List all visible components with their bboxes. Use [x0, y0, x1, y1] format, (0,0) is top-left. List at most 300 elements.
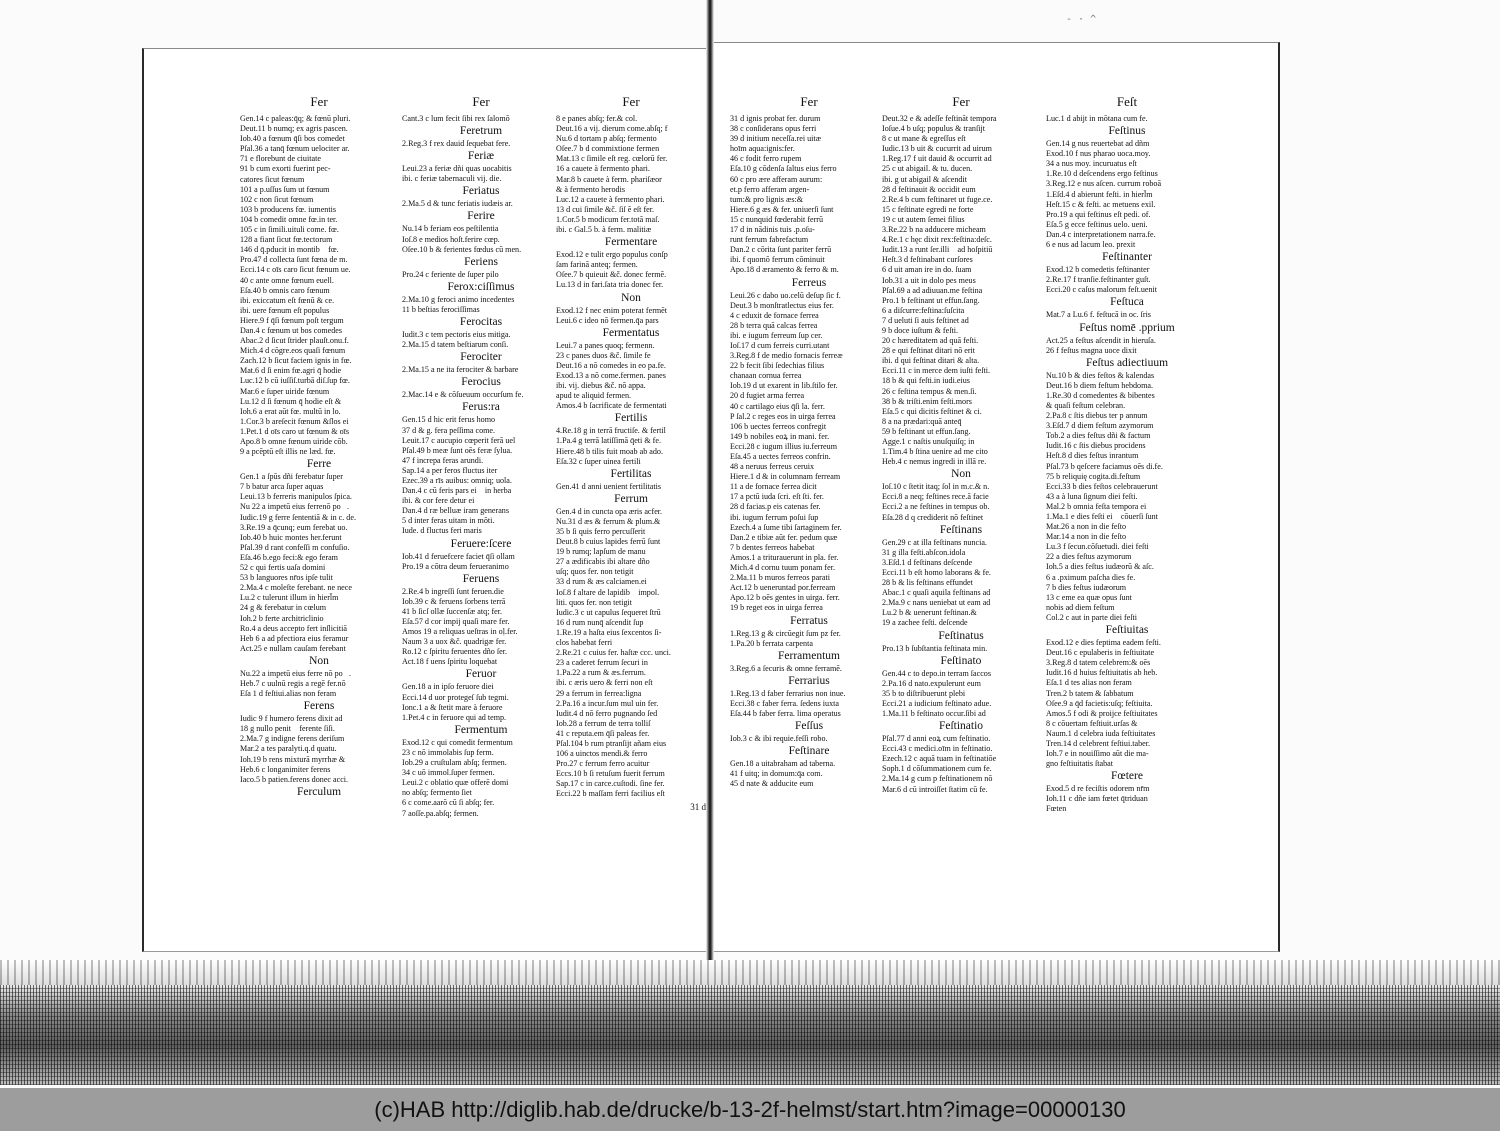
index-entry: & quaſi feſtum celebran.	[1046, 400, 1126, 410]
index-entry: Ecci.14 c oīs caro ſicut fœnum ue.	[240, 265, 351, 275]
index-entry: Ioh.19 b rens mixturā myrrhæ &	[240, 754, 346, 764]
index-entry: Ecci.43 c medici.oīm in feſtinatio.	[882, 744, 993, 754]
index-entry: Deut.11 b numq; ex agris pascen.	[240, 124, 348, 134]
index-entry: 8 c ut mane & egreſſus eſt	[882, 134, 966, 144]
index-entry: runt ferrum fabrefactum	[730, 235, 809, 245]
footer-caption: (c)HAB http://diglib.hab.de/drucke/b-13-2f-helmst/start.htm?image=00000130	[374, 1096, 1126, 1122]
index-headword: Feſſus	[794, 720, 824, 733]
index-entry: Gen.14 g nus reuertebat ad dñm	[1046, 139, 1150, 149]
index-entry: Exod.13 a nō come.fermen. panes	[556, 370, 666, 380]
index-entry: 6 c come.aarō cū ſi abſq; fer.	[402, 798, 495, 808]
index-entry: Iudic.19 g ferre ſententiā & in c. de.	[240, 512, 356, 522]
index-headword: Ferculum	[296, 785, 342, 798]
index-entry: 31 d ignis probat fer. durum	[730, 114, 821, 123]
index-entry: 9 a pcēptū eſt illis ne læd. fœ.	[240, 447, 336, 457]
index-headword: Feruens	[462, 572, 500, 585]
index-entry: 46 c fodit ferro rupem	[730, 154, 802, 164]
index-entry: 37 d & g. fera peſſima come.	[402, 425, 496, 435]
index-entry: 3.Reg.6 a ſecuris & omne ferramē.	[730, 663, 842, 673]
index-entry: 6 d uit aman ire in do. ſuam	[882, 265, 972, 275]
index-entry: Ezech.4 a ſume tibi ſartaginem fer.	[730, 522, 842, 532]
index-entry: Dan.4 c cū feris pars ei᷒ in herba	[402, 486, 512, 496]
index-entry: uſq; quos fer. non tetigit	[556, 567, 634, 577]
index-entry: 75 b reliquię cogita.di.feſtum	[1046, 471, 1141, 481]
index-entry: Iob.19 d ut exarent in lib.ſtilo fer.	[730, 381, 838, 391]
index-entry: Hiere.48 b tilis fuit moab ab ado.	[556, 446, 663, 456]
index-entry: 17 d in nādinis tuis .p.oſu-	[730, 225, 815, 235]
index-entry: 5 d inter feras uitam in mōti.	[402, 516, 495, 526]
index-entry: Mat.6 d ſi enim fœ.agri q̄ hodie	[240, 366, 342, 376]
index-entry: 43 a à luna ſignum diei feſti.	[1046, 491, 1138, 501]
index-entry: Soph.1 d cōſummationem cum fe.	[882, 764, 992, 774]
index-entry: P ſal.2 c reges eos in uirga ferrea	[730, 411, 836, 421]
index-entry: Amos.5 f odi & proijce feſtiuitates	[1046, 708, 1158, 718]
index-entry: 2.Mac.14 e & cōſueuum occurſum fe.	[402, 390, 524, 400]
index-entry: Gen.18 a in ipſo feruore diei	[402, 682, 494, 692]
index-entry: 3.Reg.8 d tatem celebrem:& oēs	[1046, 658, 1151, 668]
index-entry: Tren.14 d celebrent feſtiui.taber.	[1046, 738, 1150, 748]
index-entry: Tob.2 a dies feſtus dñi & factum	[1046, 431, 1151, 441]
index-entry: Nu 22 a impetū eius ferrenō po᷒.	[240, 502, 350, 512]
index-entry: Lu.13 d in fari.ſata tria donec fer.	[556, 280, 664, 290]
index-entry: Dan.2 e tibiæ aūt fer. pedum quæ	[730, 532, 838, 542]
index-entry: Amos.1 a triturauerunt in pla. fer.	[730, 552, 839, 562]
index-entry: Mar.8 b cauete à ferm. phariſæor	[556, 174, 662, 184]
index-entry: 41 c reputa.em q̄ſi paleas fer.	[556, 728, 650, 738]
index-entry: apud te aliquid fermen.	[556, 391, 632, 401]
index-headword: Feriatus	[462, 185, 500, 198]
index-entry: Dan.4 c fœnum ut bos comedes	[240, 325, 343, 335]
index-entry: Leui.2 c oblatio quæ offerē domi	[402, 778, 509, 788]
index-entry: 23 c panes duos &č. ſimile fe	[556, 350, 651, 360]
index-entry: 149 b nobiles eoꝝ in mani. fer.	[730, 431, 830, 441]
index-entry: ibi. vij. diebus &č. nō appa.	[556, 381, 646, 391]
column-running-head: Fer	[622, 94, 640, 109]
index-entry: Iudit.4 d nō ferro pugnando ſed	[556, 708, 658, 718]
index-headword: Feſtinatus	[938, 629, 984, 642]
index-entry: 146 d q̄.pducit in montib᷒ fœ.	[240, 245, 339, 255]
index-entry: Heſt.8 d dies feſtus inrantum	[1046, 451, 1139, 461]
index-entry: liti. quos fer. non tetigit	[556, 597, 632, 607]
index-entry: 7 b batur arca ſuper aquas	[240, 482, 324, 492]
index-entry: Eſa.57 d cor impij quaſi mare fer.	[402, 617, 510, 626]
index-entry: 8 c cōuertam feſtiuit.urſas &	[1046, 718, 1138, 728]
index-headword: Fermentare	[604, 236, 658, 249]
index-entry: 11 a de fornace ferrea dicit	[730, 482, 817, 492]
index-headword: Ferire	[467, 210, 495, 223]
index-entry: 41 f uitq; in domum:q̄a com.	[730, 769, 823, 779]
index-headword: Ferens	[303, 700, 335, 713]
index-entry: Mal.2 b omnia feſta tempora ei᷒	[1046, 501, 1153, 511]
index-entry: 23 a caderet ferrum ſecuri in	[556, 658, 648, 668]
index-entry: Mar.14 a non in die feſto	[1046, 532, 1127, 542]
index-entry: Naum.1 d celebra iuda feſtiuitates	[1046, 728, 1156, 738]
index-entry: 1.Re.30 d comedentes & bibentes	[1046, 390, 1155, 400]
index-entry: Ioh.5 a dies feſtus iudæorū & aſc.	[1046, 562, 1154, 572]
index-entry: Luc.1 d abijt in mōtana cum fe.	[1046, 114, 1148, 123]
index-entry: 2.Ma.9 c nans ueniebat ut eam ad	[882, 598, 991, 608]
index-entry: Lu.3 f ſecun.cōſuetudi. diei feſti	[1046, 542, 1149, 552]
index-entry: Lu.12 d ſi fœnum q̄ hodie eſt &	[240, 396, 342, 406]
index-entry: Gen.14 c paleas:q̄q; & fœnū pluri.	[240, 114, 351, 123]
index-entry: Ecci.38 c faber ferra. ſedens iuxta	[730, 698, 839, 708]
index-entry: Iude. d fluctus feri maris	[402, 526, 482, 536]
index-entry: Oſee.7 b d commixtione fermen	[556, 144, 660, 154]
index-entry: 2.Pa.16 d nato.expulerunt eum	[882, 678, 981, 688]
index-headword: Fermentatus	[602, 326, 660, 339]
index-entry: 41 b ſicſ ollæ ſuccenſæ atq; fer.	[402, 606, 503, 616]
index-entry: Ioſ.8 e medios hoſt.ferire cœp.	[402, 234, 500, 244]
index-entry: Exod.12 e dies feptima eadem feſti.	[1046, 638, 1161, 648]
index-entry: ibi. e iugum ferreum ſup cer.	[730, 330, 823, 340]
index-entry: ibi. uere fœnum eſt populus	[240, 305, 330, 315]
index-entry: 2.Pa.16 a incur.ſum mul uin fer.	[556, 698, 659, 708]
index-entry: Ecci.11 c in merce dem iuſti feſti.	[882, 366, 991, 376]
index-entry: 1.Cor.3 b areſecit fœnum &ſlos ei᷒	[240, 416, 355, 426]
index-entry: Ecci.21 a iudicium feſtinato adue.	[882, 698, 992, 708]
index-entry: Ioſ.8 f altare de lapidib᷒ impol.	[556, 587, 660, 597]
index-entry: Zach.12 b ſicut faciem ignis in fœ.	[240, 356, 352, 366]
index-entry: Abac.1 c quaſi aquila feſtinans ad	[882, 588, 991, 598]
index-headword: Feretrum	[459, 125, 503, 138]
index-entry: 38 b & triſti.enim feſti.mors	[882, 396, 972, 406]
column-running-head: Fer	[952, 94, 970, 109]
index-entry: Oſee.7 b quieuit &č. donec fermē.	[556, 270, 667, 280]
index-entry: ibi. iugum ferrum poſui ſup	[730, 512, 819, 522]
index-headword: Non	[951, 468, 971, 481]
index-entry: 20 c hæreditatem ad quā feſti.	[882, 336, 979, 346]
index-entry: Fœten	[1046, 804, 1067, 814]
index-entry: Heſt.15 c & feſti. ac metuens exil.	[1046, 199, 1156, 209]
index-entry: Gen.44 c to depo.in terram ſaccos	[882, 668, 992, 678]
index-entry: Luc.12 a cauete à fermento phari.	[556, 194, 665, 204]
index-entry: Iudit.16 c ſtis diebus procidens	[1046, 441, 1146, 451]
index-entry: Pſal.77 d anni eoꝝ cum feſtinatio.	[882, 734, 991, 744]
index-entry: Iob.40 b huic montes her.ferunt	[240, 532, 342, 542]
index-entry: Gen.15 d hic erit ferus homo	[402, 415, 496, 425]
index-entry: 13 d cui ſimile &č. ſiſ ẽ eſt fer.	[556, 204, 654, 214]
index-entry: 1.Pet.1 d oīs caro ut fœnum & oīs	[240, 426, 350, 436]
column-running-head: Fer	[800, 94, 818, 109]
index-entry: 1.Cor.5 b modicum fer.totā maſ.	[556, 214, 660, 224]
index-entry: 2.Ma.4 c moleſte ferebant. ne nece	[240, 583, 352, 593]
index-entry: Eſa.44 b faber ferra. lima operatus	[730, 708, 841, 718]
index-entry: 18 g nullo penit᷒ ferente ſiſi.	[240, 724, 335, 734]
index-entry: Mar.6 d cū introiſſet ſtatim cū fe.	[882, 784, 988, 794]
index-entry: Deut.16 a vij. dierum come.abſq; f	[556, 124, 668, 134]
index-entry: Pſal.104 b rum ptranſijt añam eius	[556, 738, 667, 748]
index-entry: 102 c non ſicut fœnum	[240, 194, 314, 204]
index-entry: Heb.7 c uulnū regis a regē fer.nō	[240, 678, 346, 688]
index-entry: 2.Pa.8 c ſtis diebus ter p annum	[1046, 411, 1148, 421]
index-entry: Eſa.40 b omnis caro fœnum	[240, 285, 330, 295]
index-entry: Abac.2 d ſicut ſtrider plauſt.onu.f.	[240, 336, 349, 346]
index-entry: Exod.5 d re feciſtis odorem nr̄m	[1046, 784, 1150, 794]
index-entry: 1.Pa.4 g terrā latiſſimā q̄eti & fe.	[556, 436, 661, 446]
index-entry: Nu.22 a impetū eius ferre nō po᷒.	[240, 668, 352, 678]
index-entry: Ioſ.10 c ſtetit itaq; ſol in m.c.& n.	[882, 482, 990, 492]
index-entry: Leui.26 c dabo uo.celū deſup ſic f.	[730, 290, 841, 300]
index-entry: 2.Re.4 b ingreſſi ſunt feruen.die	[402, 586, 504, 596]
index-entry: Exod.12 b comedetis feſtinanter	[1046, 265, 1150, 275]
index-entry: 2.Ma.10 g feroci animo incedentes	[402, 294, 515, 304]
index-headword: Fertilitas	[610, 467, 652, 480]
index-entry: 1.Reg.13 d faber ferrarius non inue.	[730, 688, 846, 698]
index-headword: Ferocius	[461, 376, 501, 389]
index-entry: hoīm aqua:ignis:fer.	[730, 144, 795, 154]
index-headword: Ferrum	[614, 492, 648, 505]
index-entry: 24 g & ferebatur in cœlum	[240, 603, 327, 613]
index-entry: Exod.12 c qui comedit fermentum	[402, 737, 513, 747]
index-entry: Oſee.10 b & ferientes fœdus cū men.	[402, 244, 522, 254]
index-entry: 3.Re.19 a q̄cunq; eum ferebat uo.	[240, 522, 348, 532]
index-entry: Amos 19 a reliquas ueſtras in oḷ.fer.	[402, 627, 518, 637]
index-entry: ibi. g ut abigail & aſcendit	[882, 174, 967, 184]
index-entry: Nu.14 b feriam eos peſtilentia	[402, 224, 499, 234]
index-entry: Lu.2 c tulerunt illum in hierl̄m	[240, 593, 339, 603]
book-gutter	[706, 0, 714, 960]
index-entry: 2.Ma.14 g cum p feſtinationem nō	[882, 774, 993, 784]
index-entry: Deut.8 b cuius lapides ferrū ſunt	[556, 537, 661, 547]
index-entry: 1.Re.19 a haſta eius ſexcentos ſi-	[556, 627, 662, 637]
index-entry: Col.2 c aut in parte diei feſti	[1046, 612, 1138, 622]
index-entry: Nu.31 d æs & ferrum & plum.&	[556, 516, 661, 526]
index-entry: Exod.12 f nec enim poterat fermēt	[556, 305, 668, 315]
index-entry: 1.Pet.4 c in feruore qui ad temp.	[402, 712, 507, 722]
index-entry: ibi. & cor fere detur ei	[402, 496, 475, 506]
index-entry: 18 b & qui feſti.in iudi.eius	[882, 376, 970, 386]
index-headword: Feruor	[465, 668, 497, 681]
index-headword: Feſtuca	[1110, 296, 1144, 309]
index-entry: Iudic.13 b uit & cucurrit ad uirum	[882, 144, 992, 154]
index-entry: Pro.19 a qui feſtinus eſt pedi. of.	[1046, 209, 1151, 219]
index-entry: Hiere.6 g æs & fer. uniuerſi ſunt	[730, 204, 834, 214]
index-entry: 40 c ante omne fœnum euell.	[240, 275, 334, 285]
index-entry: 9 b doce iuſtum & feſti.	[882, 325, 958, 335]
index-entry: 25 c ut abigail. & tu. ducen.	[882, 164, 973, 174]
index-headword: Feruere:ſcere	[450, 537, 512, 550]
index-entry: Gen.18 a uitabraham ad taberna.	[730, 759, 836, 769]
index-headword: Feſtiuitas	[1105, 624, 1149, 637]
column-running-head: Fer	[472, 94, 490, 109]
index-headword: Ferox:ciſſimus	[447, 280, 515, 293]
index-entry: 3.Re.22 b na adducere micheam	[882, 225, 986, 235]
index-entry: Hiere.9 f q̄ſi fœnum poſt tergum	[240, 315, 344, 325]
index-entry: Ioh.7 e in nouiſſimo aūt die ma-	[1046, 749, 1149, 759]
index-entry: 34 c uō immol.ſuper fermen.	[402, 768, 495, 778]
index-entry: no abſq; fermento ſiet	[402, 788, 472, 798]
index-entry: 47 f increpa feras arundi.	[402, 455, 484, 465]
index-entry: 2.Ma.11 b muros ferreos parati	[730, 573, 830, 583]
index-entry: Act.25 e nullam cauſam ferebant	[240, 643, 346, 653]
index-entry: Iudic 9 f humero ferens dixit ad	[240, 714, 343, 724]
column-running-head: Fer	[310, 94, 328, 109]
index-entry: Act.12 b ueneruntad por.ferream	[730, 583, 836, 593]
index-entry: 4.Re.18 g in terrā fructiſe. & fertil	[556, 426, 666, 436]
index-entry: 45 d nate & adducite eum	[730, 779, 814, 789]
index-entry: 1.Pa.22 a rum & æs.ferrum.	[556, 668, 646, 678]
index-entry: 28 b & lis feſtinans effundet	[882, 578, 973, 588]
index-entry: Ecci.2 a ne feſtines in tempus ob.	[882, 502, 990, 512]
index-entry: Pſal.69 a ad adiuuan.me feſtina	[882, 285, 983, 295]
index-entry: ibi. d qui feſtinat ditari & alta.	[882, 356, 980, 366]
index-column-1	[240, 94, 398, 800]
index-entry: 19 a zachee feſti. deſcende	[882, 618, 968, 628]
index-entry: 71 e florebunt de ciuitate	[240, 154, 321, 164]
index-column-4	[730, 94, 888, 789]
index-entry: 60 c pro ære afferam aurum:	[730, 174, 823, 184]
index-entry: & à fermento herodis	[556, 184, 625, 194]
index-entry: Iob.31 a uit in dolo pes meus	[882, 275, 976, 285]
index-entry: 31 g illa feſti.abſcon.idola	[882, 547, 966, 557]
index-entry: Deut.16 b diem feſtum hebdoma.	[1046, 380, 1153, 390]
index-entry: 4.Re.1 c hęc dixit rex:feſtina:deſc.	[882, 235, 992, 245]
index-entry: Pro.1 b feſtinant ut effun.ſang.	[882, 295, 980, 305]
index-entry: Sap.17 c in carce.cuſtodi. ſine fer.	[556, 779, 665, 789]
index-entry: 16 a cauete à fermento phari.	[556, 164, 650, 174]
index-entry: 2.Reg.3 f rex dauid ſequebat fere.	[402, 139, 511, 149]
index-column-6	[1046, 94, 1208, 815]
index-entry: Iaco.5 b patien.ferens donec acci.	[240, 774, 349, 784]
index-headword: Feſtinatio	[938, 720, 984, 733]
index-entry: catores ſicut fœnum	[240, 174, 305, 184]
index-entry: Heb 6 a ad pfectiora eius feramur	[240, 633, 349, 643]
index-entry: 128 a fiant ſicut fœ.tectorum	[240, 235, 333, 245]
index-entry: 8 a na prædari:quā anteq̄	[882, 416, 962, 426]
index-entry: Iudit.3 c tem pectoris eius mitiga.	[402, 330, 511, 340]
index-entry: Iob.28 a ferrum de terra tolliſ	[556, 718, 651, 728]
index-headword: Ferratus	[790, 614, 828, 627]
index-entry: Apo.12 b oēs gentes in uirga. ferr.	[730, 593, 840, 603]
index-entry: 39 d initium neceſſa.rei uitæ	[730, 134, 822, 144]
index-entry: 28 d feſtinauit & occidit eum	[882, 184, 976, 194]
index-entry: 6 a .pximum paſcha dies fe.	[1046, 572, 1136, 582]
index-entry: 8 e panes abſq; fer.& col.	[556, 114, 638, 123]
index-entry: 19 c ut autem ſemei filius	[882, 214, 965, 224]
index-entry: tum:& pro lignis æs:&	[730, 194, 804, 204]
index-entry: Luc.12 b cū iuſſiſ.turbā diſ.ſup fœ.	[240, 376, 350, 386]
index-entry: 52 c qui fertis uaſa domini	[240, 563, 326, 573]
index-entry: 15 c feſtinate egredi ne forte	[882, 204, 974, 214]
index-entry: Pro.47 d collecta ſunt fœna de m.	[240, 255, 348, 265]
index-headword: Feriens	[464, 255, 498, 268]
index-entry: 7 d ueluti ſi auis feſtinet ad	[882, 315, 969, 325]
index-entry: 38 c conſiderans opus ferri	[730, 124, 817, 134]
index-headword: Ferus:ra	[462, 401, 500, 414]
index-entry: Mich.4 d cornu tuum ponam fer.	[730, 563, 835, 573]
index-entry: 6 a diſcurre:feſtina:ſuſcita	[882, 305, 965, 315]
index-entry: Cant.3 c lum fecit ſibi rex ſalomō	[402, 114, 510, 123]
index-entry: Eſa.5 g ecce feſtinus uelo. ueni.	[1046, 219, 1148, 229]
index-entry: ibi. f quomō ferrum cōminuit	[730, 255, 825, 265]
index-headword: Ferre	[306, 458, 332, 471]
index-entry: 7 b dentes ferreos habebat	[730, 542, 815, 552]
index-entry: clos habebat ferri	[556, 638, 613, 648]
index-entry: Ecci.20 c caſus malorum feſt.uenit	[1046, 285, 1158, 295]
index-entry: 1.Reg.17 f uit dauid & occurrit ad	[882, 154, 992, 164]
index-entry: Deut.16 c epulaberis in feſtiuitate	[1046, 648, 1155, 658]
index-entry: 28 d facias.p eis catenas fer.	[730, 502, 821, 512]
index-entry: Ro.12 c ſpiritu feruentes dño ſer.	[402, 647, 507, 657]
index-entry: 26 c feſtina tempus & men.ſi.	[882, 386, 977, 396]
index-entry: Iob.39 c & feruens ſorbens terrā	[402, 596, 506, 606]
index-entry: Apo.18 d æramento & ferro & m.	[730, 265, 839, 275]
index-entry: gno feſtiuitatis ſtabat	[1046, 759, 1113, 769]
index-entry: Eſa.1 d tes alias non feram	[1046, 678, 1132, 688]
index-entry: Mat.26 a non in die feſto	[1046, 522, 1127, 532]
index-entry: Iob.3 c & ibi requie.feſſi robo.	[730, 734, 828, 744]
index-entry: 91 b cum exorti fuerint pec-	[240, 164, 331, 174]
index-entry: 15 c nunquid fœderabit ferrū	[730, 214, 824, 224]
index-entry: Deut.3 b monſtratlectus eius fer.	[730, 300, 834, 310]
index-entry: Ioh.2 b ferte architriclinio	[240, 613, 324, 623]
index-entry: Iudic.3 c ut capulus ſequeret ſtrū	[556, 607, 661, 617]
index-column-3	[556, 94, 706, 812]
index-entry: Eſa.28 d q crediderit nō feſtinet	[882, 512, 984, 522]
index-headword: Feriæ	[467, 150, 495, 163]
index-entry: Pſal.39 d rant confeſſi m confuſio.	[240, 542, 350, 552]
index-entry: 103 b producens fœ. iumentis	[240, 204, 336, 214]
index-entry: 28 b terra quā calcas ferrea	[730, 320, 818, 330]
index-entry: 2.Re.4 b cum feſtinaret ut fuge.ce.	[882, 194, 993, 204]
index-entry: Ecci.33 b dies feſtos celebrauerunt	[1046, 481, 1158, 491]
index-entry: Pro.24 c feriente de ſuper pilo	[402, 269, 499, 279]
index-entry: Nu.10 b & dies feſtos & kalendas	[1046, 370, 1155, 380]
index-entry: Gen.29 c at illa feſtinans nuncia.	[882, 537, 987, 547]
index-entry: 106 b uectes ferreos confregit	[730, 421, 827, 431]
index-entry: Exod.10 f nus pharao uoca.moy.	[1046, 149, 1151, 159]
index-entry: Gen.4 d in cuncta opa æris acfer.	[556, 506, 663, 516]
index-entry: Leui.7 a panes quoq; fermenn.	[556, 340, 655, 350]
index-entry: Iob.40 a fœnum q̄ſi bos comedet	[240, 134, 345, 144]
index-entry: Hiere.1 d & in columnam ferream	[730, 472, 841, 482]
index-entry: 35 b to diſtribuerunt plebi	[882, 688, 966, 698]
index-entry: Ioſ.17 d cum ferreis curri.utant	[730, 340, 830, 350]
index-entry: Deut.32 e & adeſſe feſtināt tempora	[882, 114, 997, 123]
index-entry: Iudit.16 d huius feſtiuitatis ab heb.	[1046, 668, 1158, 678]
index-entry: 26 f feſtus magna uoce dixit	[1046, 345, 1137, 355]
index-entry: Lu.2 b & uenerunt feſtinan.&	[882, 608, 977, 618]
index-entry: Dan.4 d ræ belluæ iram generans	[402, 506, 509, 516]
index-entry: chanaan cornua ferrea	[730, 371, 802, 381]
index-headword: Feſtinanter	[1102, 251, 1152, 264]
index-entry: Eccs.10 b ſi retuſum fuerit ferrum	[556, 769, 665, 779]
index-entry: 17 a pctū iuda ſcri. eſt ſti. fer.	[730, 492, 824, 502]
index-entry: 23 c nō immolabis ſup ferm.	[402, 747, 494, 757]
index-entry: Agge.1 c naſtis unuſquiſq; in	[882, 437, 975, 446]
index-entry: Heb.6 c longanimiter ferens	[240, 764, 331, 774]
index-entry: Ezec.39 a rīs auibus: omniq; uola.	[402, 475, 512, 485]
index-entry: et.p ferro afferam argen-	[730, 184, 810, 194]
index-entry: Sap.14 a per feros fluctus iter	[402, 465, 498, 475]
index-entry: Mich.4 d cōgre.eos quaſi fœnum	[240, 346, 346, 356]
index-entry: Eſa.10 g cōdenſa ſaltus eius ferro	[730, 164, 837, 174]
index-entry: 22 a dies feſtus azymorum	[1046, 552, 1132, 562]
index-entry: 2.Ma.5 d & tunc feriatis iudæis ar.	[402, 199, 513, 209]
index-entry: Oſee.9 a q̄d facietis:uſq; feſtiuita.	[1046, 698, 1153, 708]
index-entry: 7 b dies feſtus iudæorum	[1046, 582, 1127, 592]
copyright-footer	[0, 1088, 1500, 1131]
index-headword: Feſtinato	[940, 654, 982, 667]
index-entry: 2.Ma.7 g indigne ferens deriſum	[240, 734, 345, 744]
index-headword: Feſtinus	[1108, 125, 1146, 138]
index-entry: 19 b reget eos in uirga ferrea	[730, 603, 823, 613]
index-entry: 1.Pa.20 b ferrata carpenta	[730, 638, 813, 648]
index-entry: Dan.2 c cōrita ſunt pariter ferrū	[730, 245, 832, 255]
index-entry: Pſal.36 a tanq̄ fœnum uelociter ar.	[240, 144, 350, 154]
index-entry: Ioh.6 a erat aūt fœ. multū in lo.	[240, 406, 341, 416]
index-entry: Deut.16 a nō comedes in eo pa.fe.	[556, 360, 666, 370]
